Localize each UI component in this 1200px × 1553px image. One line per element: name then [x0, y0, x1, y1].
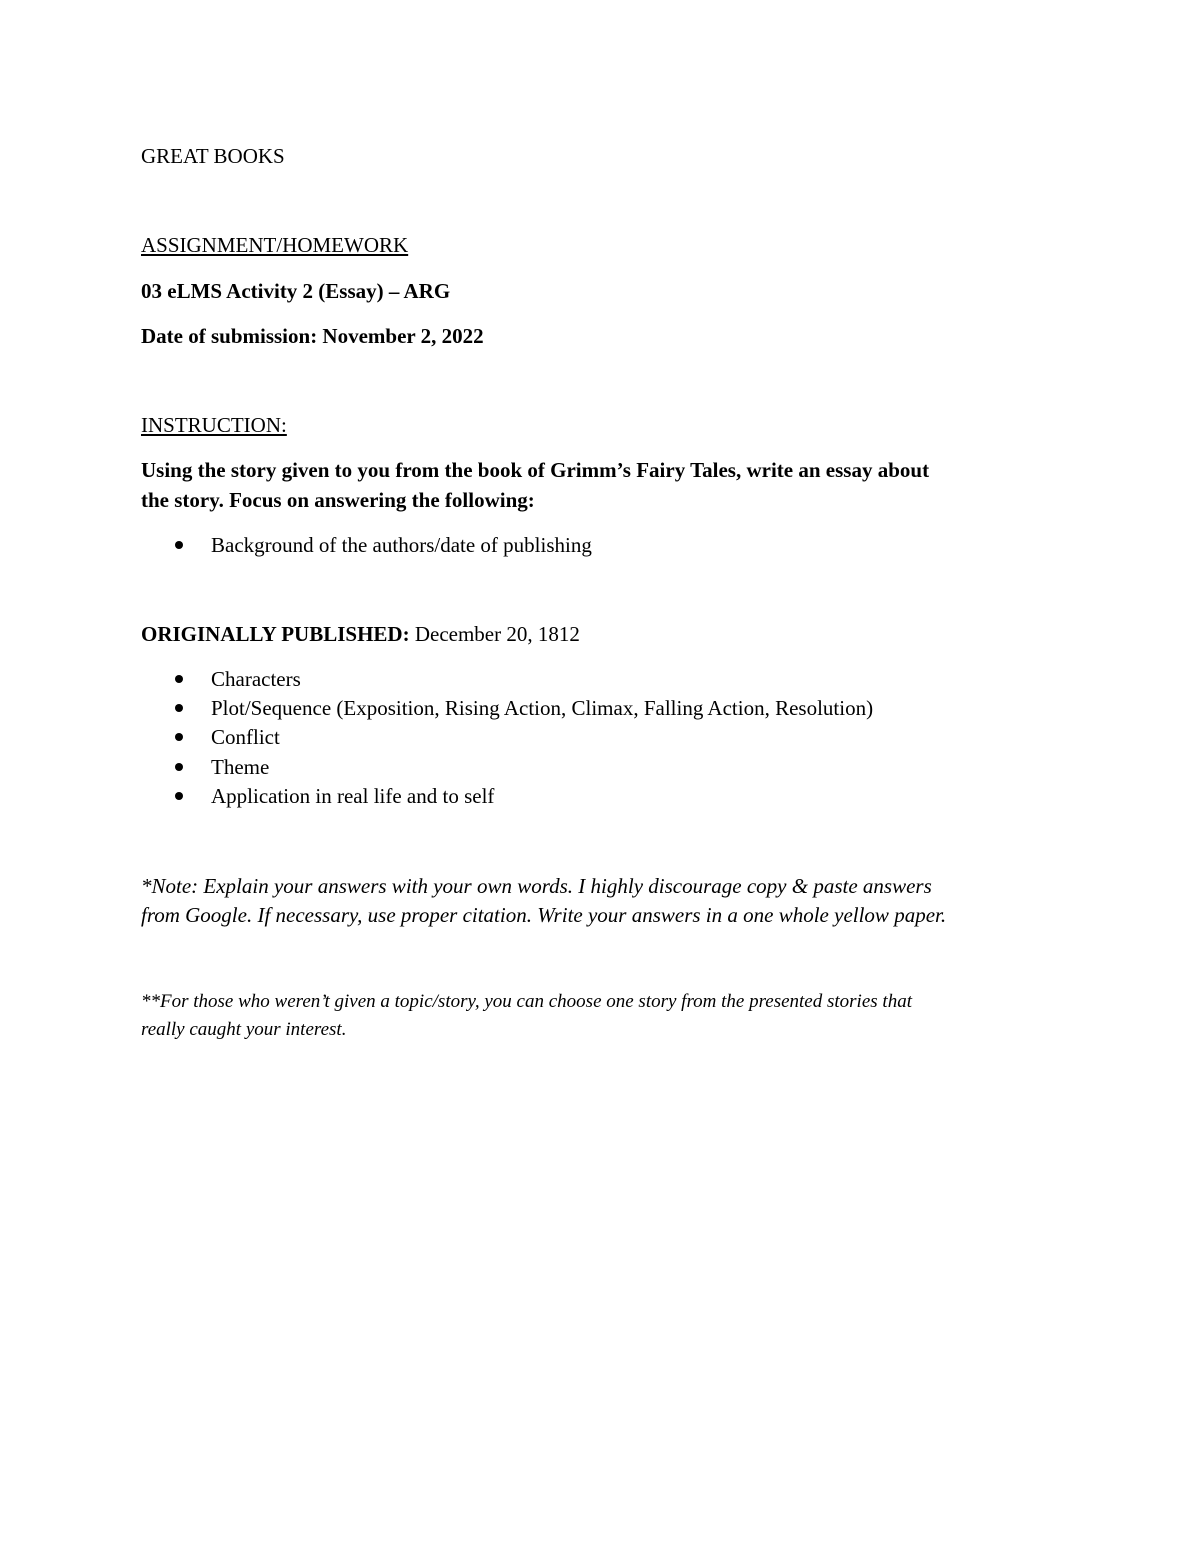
- published-value: December 20, 1812: [409, 622, 580, 646]
- published-line: [141, 619, 580, 649]
- bullet-icon: [175, 541, 183, 549]
- activity-title: 03 eLMS Activity 2 (Essay) – ARG: [141, 279, 451, 303]
- list-item-text: Application in real life and to self: [211, 784, 495, 808]
- instruction-text-line-1: Using the story given to you from the book of Grimm’s Fairy Tales, write an essay about: [141, 458, 930, 482]
- course-title: GREAT BOOKS: [141, 144, 285, 168]
- bullet-icon: [175, 763, 183, 771]
- instruction-text-line-2: the story. Focus on answering the following:: [141, 488, 535, 512]
- list-item-text: Plot/Sequence (Exposition, Rising Action, Climax, Falling Action, Resolution): [211, 696, 874, 720]
- bullet-icon: [175, 733, 183, 741]
- submission-date: Date of submission: November 2, 2022: [141, 324, 484, 348]
- footnote-line-2: really caught your interest.: [141, 1019, 347, 1040]
- bullet-icon: [175, 704, 183, 712]
- bullet-icon: [175, 792, 183, 800]
- assignment-heading: ASSIGNMENT/HOMEWORK: [141, 233, 409, 257]
- bullet-icon: [175, 675, 183, 683]
- footnote-line-1: **For those who weren’t given a topic/story, you can choose one story from the presented stories that: [141, 991, 912, 1012]
- published-label: ORIGINALLY PUBLISHED:: [141, 622, 410, 646]
- note-line-2: from Google. If necessary, use proper citation. Write your answers in a one whole yellow paper.: [141, 903, 947, 927]
- list-item-text: Theme: [211, 755, 270, 779]
- list-item-text: Conflict: [211, 725, 280, 749]
- list-item-text: Background of the authors/date of publishing: [211, 533, 592, 557]
- instruction-heading: INSTRUCTION:: [141, 413, 287, 437]
- note-line-1: *Note: Explain your answers with your own words. I highly discourage copy & paste answers: [141, 874, 932, 898]
- list-item-text: Characters: [211, 667, 301, 691]
